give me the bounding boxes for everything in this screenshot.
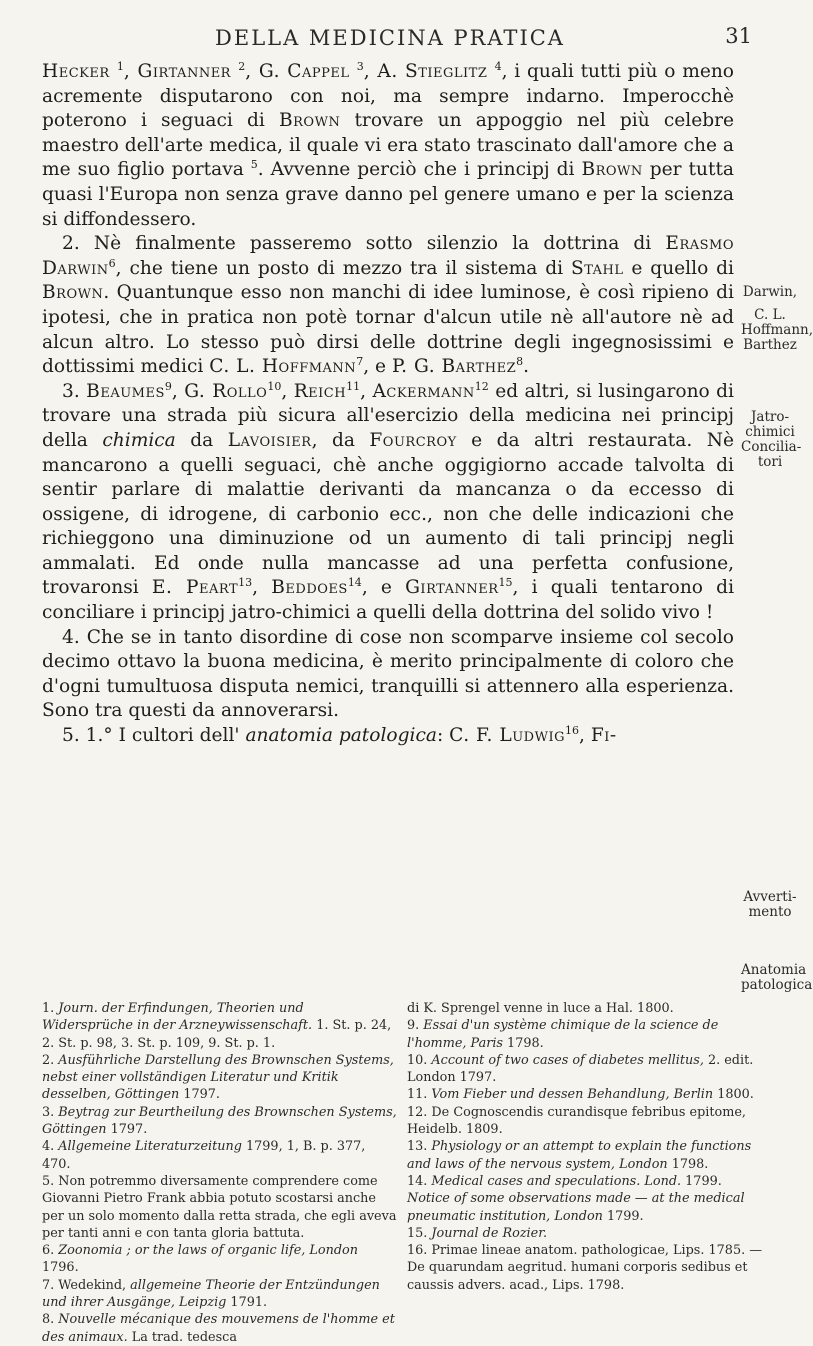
footnote: di K. Sprengel venne in luce a Hal. 1800.	[407, 1001, 674, 1016]
footnote: 13. Physiology or an attempt to explain the functions and laws of the nervous system, London 1798.	[407, 1139, 752, 1172]
footnote: 14. Medical cases and speculations. Lond. 1799. Notice of some observations made — at the medical pneumatic institution, London 1799.	[407, 1173, 745, 1224]
page-number: 31	[725, 24, 752, 48]
footnote: 5. Non potremmo diversamente comprendere come Giovanni Pietro Frank abbia potuto scostarsi anche per un solo momento dalla retta strada, che egli aveva per tanti anni e con tanta gloria battuta.	[42, 1173, 397, 1241]
paragraph-2: 2. Nè finalmente passeremo sotto silenzio la dottrina di Erasmo Darwin$^6$, che tiene un posto di mezzo tra il sistema di Stahl e quello di Brown. Quantunque esso non manchi di idee luminose, è così ripieno di ipotesi, che in pratica non potè tornar d'alcun utile nè all'autore nè ad alcun altro. Lo stesso può dirsi delle dottrine degli ingegnosissimi e dottissimi medici C. L. Hoffmann$^7$, e P. G. Barthez$^8$.	[42, 233, 734, 378]
footnote: 10. Account of two cases of diabetes mellitus, 2. edit. London 1797.	[407, 1052, 754, 1086]
footnote: 6. Zoonomia ; or the laws of organic life, London 1796.	[42, 1243, 358, 1276]
footnote: 9. Essai d'un système chimique de la science de l'homme, Paris 1798.	[407, 1018, 719, 1051]
footnote: 7. Wedekind, allgemeine Theorie der Entzündungen und ihrer Ausgänge, Leipzig 1791.	[42, 1277, 380, 1311]
margin-note-hoffmann: C. L. Hoffmann, Barthez	[741, 307, 813, 353]
footnote: 4. Allgemeine Literaturzeitung 1799, 1, B. p. 377, 470.	[42, 1139, 366, 1172]
main-text	[42, 60, 734, 749]
footnote: 8. Nouvelle mécanique des mouvemens de l'homme et des animaux. La trad. tedesca	[42, 1312, 395, 1345]
footnote: 16. Primae lineae anatom. pathologicae, Lips. 1785. — De quarundam aegritud. humani corporis sedibus et caussis advers. acad., Lips. 1798.	[407, 1243, 763, 1293]
footnote: 11. Vom Fieber und dessen Behandlung, Berlin 1800.	[407, 1087, 754, 1103]
footnote: 1. Journ. der Erfindungen, Theorien und Widersprüche in der Arzneywissenschaft. 1. St. p. 24, 2. St. p. 98, 3. St. p. 109, 9. St. p. 1.	[42, 1001, 392, 1051]
footnote: 15. Journal de Rozier.	[407, 1225, 548, 1241]
margin-note-jatrochimici: Jatro- chimici Concilia- tori	[741, 409, 802, 470]
running-title: DELLA MEDICINA PRATICA	[215, 26, 565, 50]
footnote: 12. De Cognoscendis curandisque febribus epitome, Heidelb. 1809.	[407, 1104, 747, 1138]
paragraph-5: 5. 1.° I cultori dell' anatomia patologica: C. F. Ludwig$^{16}$, Fi-	[62, 723, 617, 747]
paragraph-3: 3. Beaumes$^9$, G. Rollo$^{10}$, Reich$^{11}$, Ackermann$^{12}$ ed altri, si lusingarono di trovare una strada più sicura all'esercizio della medicina nei principj della chimica da Lavoisier, da Fourcroy e da altri restaurata. Nè mancarono a quelli seguaci, chè anche oggigiorno accade talvolta di sentir parlare di malattie derivanti da mancanza o da eccesso di ossigene, di idrogene, di carbonio ecc., non che delle indicazioni che richieggono una diminuzione od un aumento di tali principj negli ammalati. Ed onde nulla mancasse ad una perfetta confusione, trovaronsi E. Peart$^{13}$, Beddoes$^{14}$, e Girtanner$^{15}$, i quali tentarono di conciliare i principj jatro-chimici a quelli della dottrina del solido vivo !	[42, 379, 735, 624]
footnotes-right-column	[407, 1000, 762, 1346]
paragraph-1: Hecker $^1$, Girtanner $^2$, G. Cappel $^3$, A. Stieglitz $^4$, i quali tutti più o meno acremente disputarono con noi, ma sempre indarno. Imperocchè poterono i seguaci di Brown trovare un appoggio nel più celebre maestro dell'arte medica, il quale vi era stato trascinato dall'amore che a me suo figlio portava $^5$. Avvenne perciò che i principj di Brown per tutta quasi l'Europa non senza grave danno pel genere umano e per la scienza si diffondessero.	[42, 59, 735, 230]
margin-note-avvertimento: Avverti- mento	[743, 889, 797, 920]
footnote: 2. Ausführliche Darstellung des Brownschen Systems, nebst einer vollständigen Literatur und Kritik desselben, Göttingen 1797.	[42, 1052, 394, 1103]
margin-note-anatomia: Anatomia patologica	[741, 962, 813, 993]
footnote: 3. Beytrag zur Beurtheilung des Brownschen Systems, Göttingen 1797.	[42, 1104, 397, 1138]
footnotes	[42, 1000, 762, 1346]
footnotes-left-column	[42, 1000, 397, 1346]
margin-note-darwin: Darwin,	[742, 284, 798, 300]
paragraph-4: 4. Che se in tanto disordine di cose non scomparve insieme col secolo decimo ottavo la buona medicina, è merito principalmente di coloro che d'ogni tumultuosa disputa nemici, tranquilli si attennero alla esperienza. Sono tra questi da annoverarsi.	[42, 626, 734, 722]
